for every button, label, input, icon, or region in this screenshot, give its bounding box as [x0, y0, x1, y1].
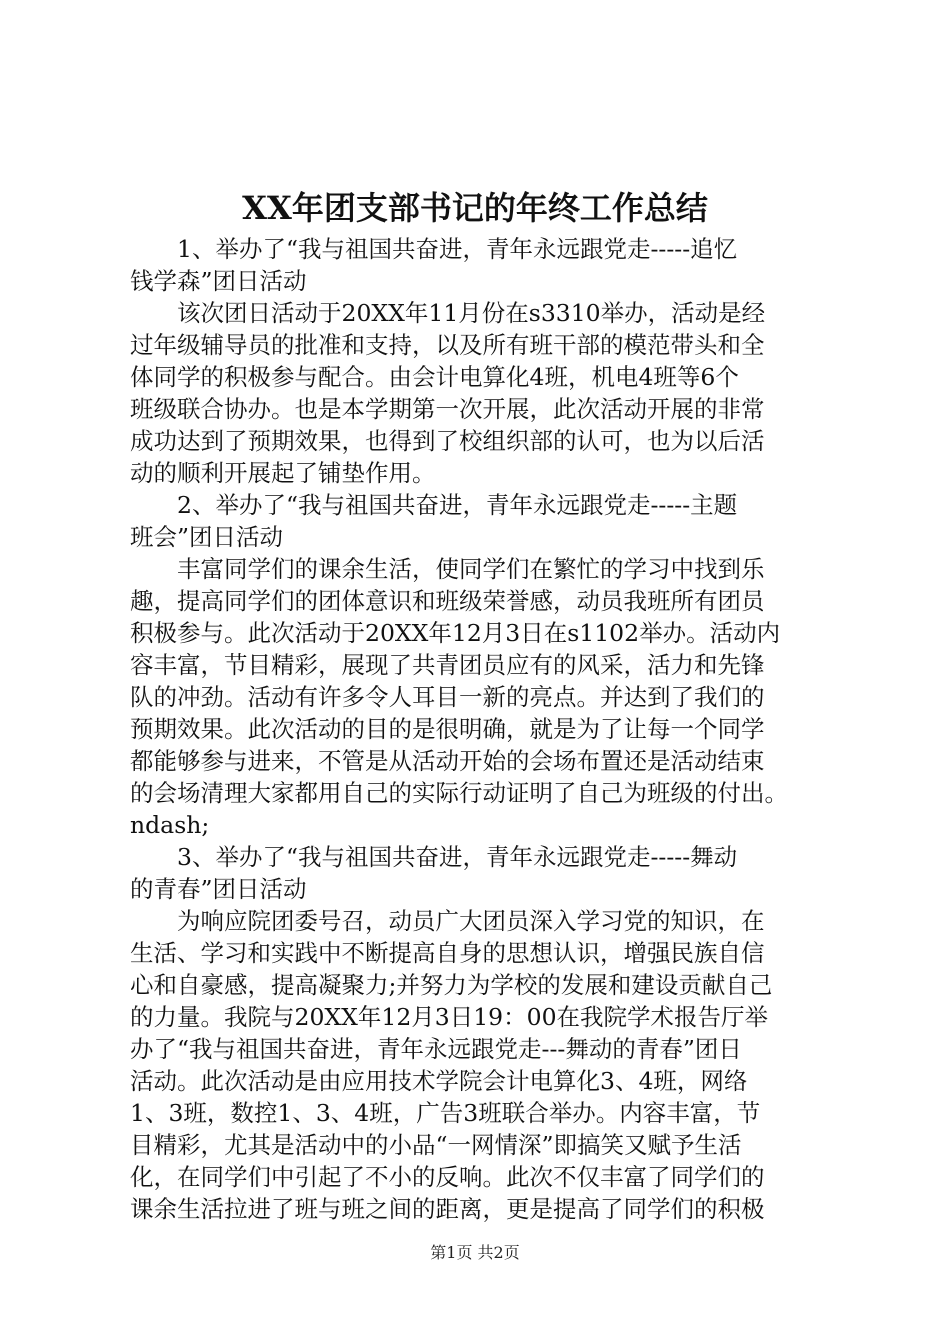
body-line: 班级联合协办。也是本学期第一次开展，此次活动开展的非常: [130, 395, 765, 423]
body-line: 3、举办了“我与祖国共奋进，青年永远跟党走-----舞动: [130, 843, 738, 871]
body-line: 的力量。我院与20XX年12月3日19：00在我院学术报告厅举: [130, 1003, 769, 1031]
body-line: 为响应院团委号召，动员广大团员深入学习党的知识，在: [130, 907, 765, 935]
body-line: 目精彩，尤其是活动中的小品“一网情深”即搞笑又赋予生活: [130, 1131, 742, 1159]
body-line: 的会场清理大家都用自己的实际行动证明了自己为班级的付出。: [130, 779, 788, 807]
body-line: 容丰富，节目精彩，展现了共青团员应有的风采，活力和先锋: [130, 651, 765, 679]
body-line: 化，在同学们中引起了不小的反响。此次不仅丰富了同学们的: [130, 1163, 765, 1191]
body-line: 1、举办了“我与祖国共奋进，青年永远跟党走-----追忆: [130, 235, 738, 263]
body-line: 生活、学习和实践中不断提高自身的思想认识，增强民族自信: [130, 939, 765, 967]
body-line: 心和自豪感，提高凝聚力;并努力为学校的发展和建设贡献自己: [130, 971, 773, 999]
body-line: 办了“我与祖国共奋进，青年永远跟党走---舞动的青春”团日: [130, 1035, 742, 1063]
body-line: 积极参与。此次活动于20XX年12月3日在s1102举办。活动内: [130, 619, 781, 647]
body-line: 班会”团日活动: [130, 523, 284, 551]
body-line: 丰富同学们的课余生活，使同学们在繁忙的学习中找到乐: [130, 555, 765, 583]
body-line: 都能够参与进来，不管是从活动开始的会场布置还是活动结束: [130, 747, 765, 775]
body-line: 该次团日活动于20XX年11月份在s3310举办，活动是经: [130, 299, 766, 327]
body-line: 2、举办了“我与祖国共奋进，青年永远跟党走-----主题: [130, 491, 738, 519]
body-line: 课余生活拉进了班与班之间的距离，更是提高了同学们的积极: [130, 1195, 765, 1223]
body-line: 1、3班，数控1、3、4班，广告3班联合举办。内容丰富，节: [130, 1099, 761, 1127]
body-line: 队的冲劲。活动有许多令人耳目一新的亮点。并达到了我们的: [130, 683, 765, 711]
body-line: 动的顺利开展起了铺垫作用。: [130, 459, 436, 487]
body-line: 的青春”团日活动: [130, 875, 307, 903]
body-line: 成功达到了预期效果，也得到了校组织部的认可，也为以后活: [130, 427, 765, 455]
document-body: [130, 233, 830, 1225]
document-title: XX年团支部书记的年终工作总结: [242, 189, 708, 227]
body-line: ndash;: [130, 811, 210, 839]
body-line: 体同学的积极参与配合。由会计电算化4班，机电4班等6个: [130, 363, 739, 391]
body-line: 趣，提高同学们的团体意识和班级荣誉感，动员我班所有团员: [130, 587, 765, 615]
body-line: 过年级辅导员的批准和支持，以及所有班干部的模范带头和全: [130, 331, 765, 359]
body-line: 活动。此次活动是由应用技术学院会计电算化3、4班，网络: [130, 1067, 748, 1095]
page-footer: 第1页 共2页: [430, 1243, 520, 1262]
body-line: 预期效果。此次活动的目的是很明确，就是为了让每一个同学: [130, 715, 765, 743]
body-line: 钱学森”团日活动: [130, 267, 307, 295]
